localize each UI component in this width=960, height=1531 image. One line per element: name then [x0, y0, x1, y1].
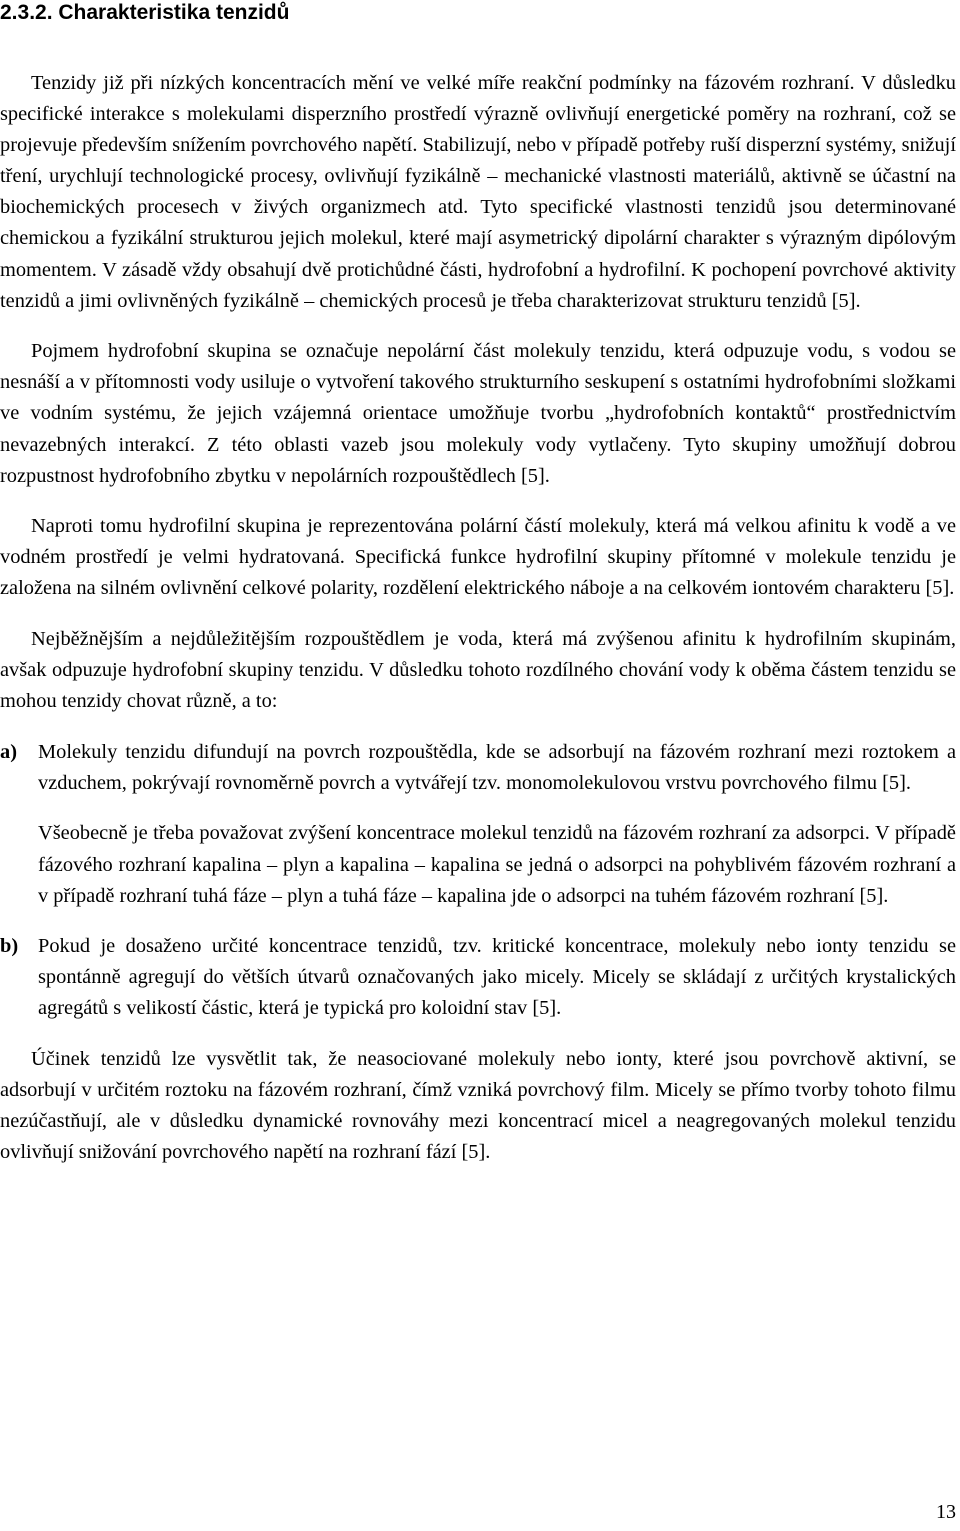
- list-a-paragraph-2: Všeobecně je třeba považovat zvýšení koncentrace molekul tenzidů na fázovém rozhraní za adsorpci. V případě fázového rozhraní kapalina – plyn a kapalina – kapalina se jedná o adsorpci na pohyblivém fázovém rozhraní a v případě rozhraní tuhá fáze – plyn a tuhá fáze – kapalina jde o adsorpci na tuhém fázovém rozhraní [5].: [38, 822, 956, 907]
- list-label-a: a): [0, 740, 17, 763]
- list-text-a: [38, 737, 956, 912]
- paragraph-closing: Účinek tenzidů lze vysvětlit tak, že neasociované molekuly nebo ionty, které jsou povrchově aktivní, se adsorbují v určitém roztoku na fázovém rozhraní, čímž vzniká povrchový film. Micely se přímo tvorby tohoto filmu nezúčastňují, ale v důsledku dynamické rovnováhy mezi koncentrací micel a neagregovaných molekul tenzidu ovlivňují snižování povrchového napětí na rozhraní fází [5].: [0, 1048, 956, 1164]
- page-number: 13: [936, 1501, 956, 1523]
- list-b-paragraph-1: Pokud je dosaženo určité koncentrace tenzidů, tzv. kritické koncentrace, molekuly nebo ionty tenzidu se spontánně agregují do větších útvarů označovaných jako micely. Micely se skládají z určitých krystalických agregátů s velikostí částic, která je typická pro koloidní stav [5].: [38, 935, 956, 1020]
- list-item-b: [0, 931, 956, 1024]
- paragraph-water: Nejběžnějším a nejdůležitějším rozpouštědlem je voda, která má zvýšenou afinitu k hydrofilním skupinám, avšak odpuzuje hydrofobní skupiny tenzidu. V důsledku tohoto rozdílného chování vody k oběma částem tenzidu se mohou tenzidy chovat různě, a to:: [0, 628, 956, 713]
- list-a-paragraph-1: Molekuly tenzidu difundují na povrch rozpouštědla, kde se adsorbují na fázovém rozhraní mezi roztokem a vzduchem, pokrývají rovnoměrně povrch a vytvářejí tzv. monomolekulovou vrstvu povrchového filmu [5].: [38, 740, 956, 794]
- list-text-b: [38, 931, 956, 1024]
- list-label-b: b): [0, 935, 19, 958]
- paragraph-hydrophilic: Naproti tomu hydrofilní skupina je reprezentována polární částí molekuly, která má velkou afinitu k vodě a ve vodném prostředí je velmi hydratovaná. Specifická funkce hydrofilní skupiny přítomné v molekule tenzidu je založena na silném ovlivnění celkové polarity, rozdělení elektrického náboje a na celkovém iontovém charakteru [5].: [0, 515, 956, 600]
- list-item-a: [0, 737, 956, 912]
- paragraph-intro: Tenzidy již při nízkých koncentracích mění ve velké míře reakční podmínky na fázovém rozhraní. V důsledku specifické interakce s molekulami disperzního prostředí výrazně ovlivňují energetické poměry na rozhraní, což se projevuje především snížením povrchového napětí. Stabilizují, nebo v případě potřeby ruší disperzní systémy, snižují tření, urychlují technologické procesy, ovlivňují fyzikálně – mechanické vlastnosti materiálů, aktivně se účastní na biochemických procesech v živých organizmech atd. Tyto specifické vlastnosti tenzidů jsou determinované chemickou a fyzikální strukturou jejich molekul, které mají asymetrický dipolární charakter s výrazným dipólovým momentem. V zásadě vždy obsahují dvě protichůdné části, hydrofobní a hydrofilní. K pochopení povrchové aktivity tenzidů a jimi ovlivněných fyzikálně – chemických procesů je třeba charakterizovat strukturu tenzidů [5].: [0, 72, 956, 312]
- document-body: [0, 68, 956, 1188]
- paragraph-hydrophobic: Pojmem hydrofobní skupina se označuje nepolární část molekuly tenzidu, která odpuzuje vodu, s vodou se nesnáší a v přítomnosti vody usiluje o vytvoření takového strukturního seskupení s ostatními hydrofobními složkami ve vodním systému, že jejich vzájemná orientace umožňuje tvorbu „hydrofobních kontaktů“ prostřednictvím nevazebných interakcí. Z této oblasti vazeb jsou molekuly vody vytlačeny. Tyto skupiny umožňují dobrou rozpustnost hydrofobního zbytku v nepolárních rozpouštědlech [5].: [0, 340, 956, 487]
- section-heading: 2.3.2. Charakteristika tenzidů: [0, 1, 290, 24]
